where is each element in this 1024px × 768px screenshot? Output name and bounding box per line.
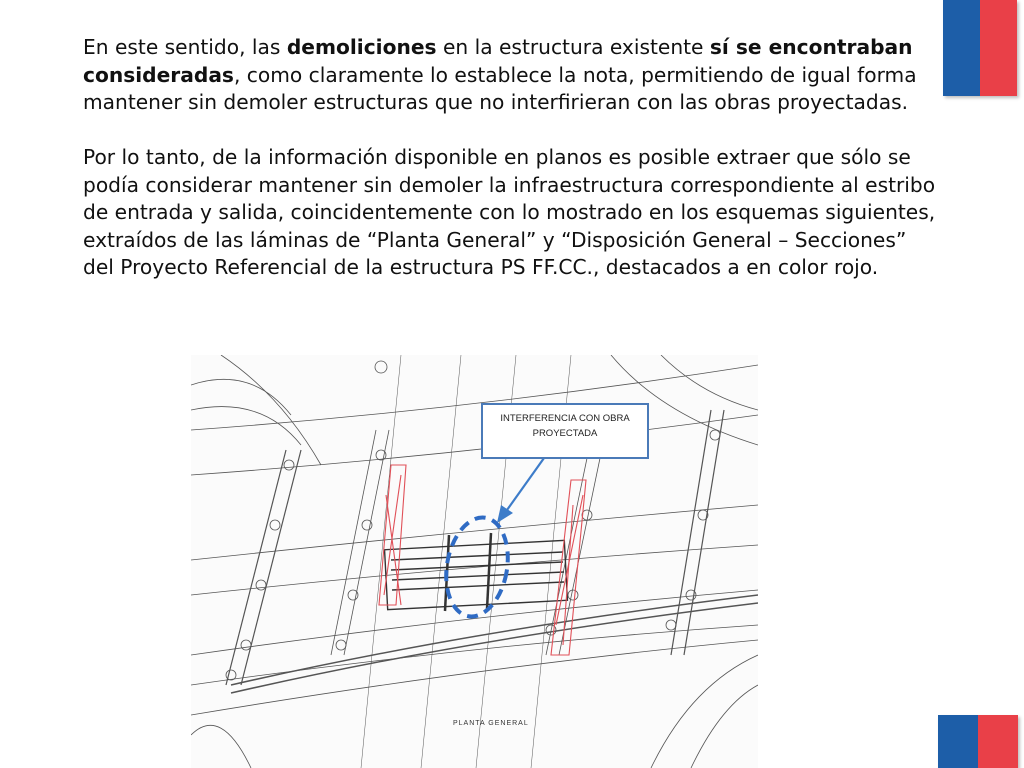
flag-red-stripe — [980, 0, 1017, 96]
paragraph-conclusion: Por lo tanto, de la información disponible en planos es posible extraer que sólo se podía considerar mantener sin demoler la infraestructura correspondiente al estribo de entrada y salida, coincidentemente con lo mostrado en los esquemas siguientes, extraídos de las láminas de “Planta General” y “Disposición General – Secciones” del Proyecto Referencial de la estructura PS FF.CC., destacados a en color rojo. — [83, 145, 936, 279]
plan-drawing-svg — [191, 355, 758, 768]
p1-bold-demoliciones: demoliciones — [286, 35, 437, 59]
flag-logo-bottom — [938, 715, 1018, 768]
callout-line-1: INTERFERENCIA CON OBRA — [500, 413, 630, 424]
plan-drawing — [191, 355, 758, 768]
flag-blue-stripe — [943, 0, 980, 96]
flag-red-stripe — [978, 715, 1018, 768]
interference-callout — [481, 403, 649, 459]
p1-bold-consideradas: sí se encontraban consideradas — [83, 35, 913, 87]
p1-text-a: En este sentido, las — [83, 35, 287, 59]
p1-text-c: en la estructura existente — [436, 35, 710, 59]
flag-logo-top — [943, 0, 1017, 96]
paragraph-demoliciones — [83, 34, 943, 117]
plan-title-label: PLANTA GENERAL — [453, 720, 529, 727]
flag-blue-stripe — [938, 715, 978, 768]
callout-line-2: PROYECTADA — [532, 428, 598, 439]
slide-text — [83, 34, 943, 282]
p1-text-e: , como claramente lo establece la nota, permitiendo de igual forma mantener sin demoler estructuras que no interfirieran con las obras proyectadas. — [83, 62, 917, 114]
